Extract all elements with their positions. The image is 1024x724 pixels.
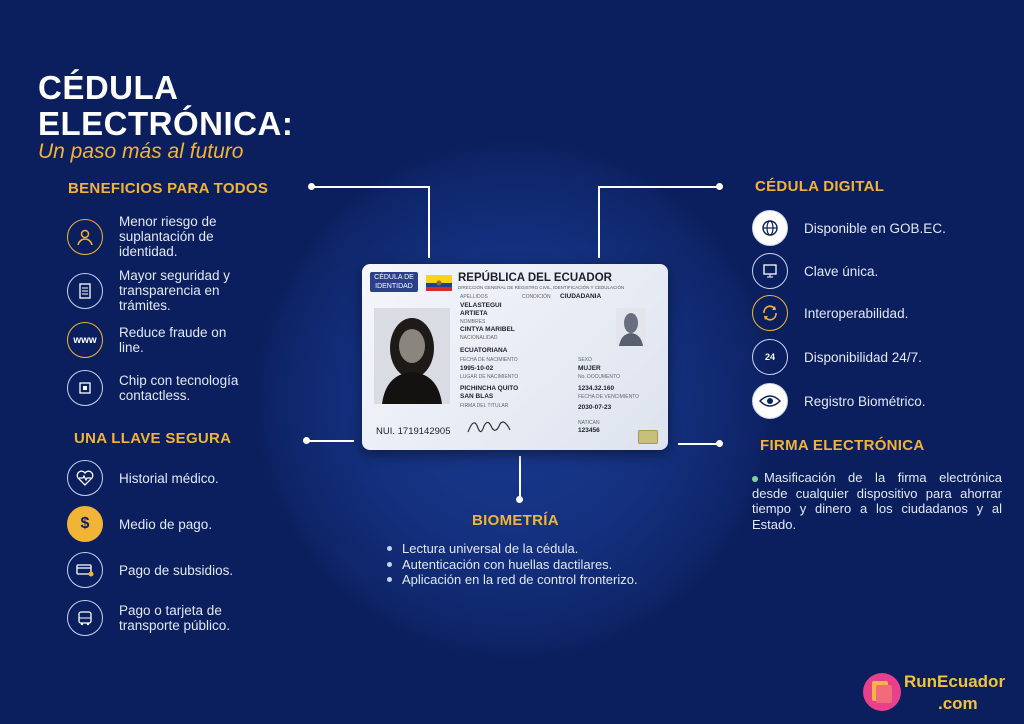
label-apellidos: APELLIDOS: [460, 294, 488, 300]
globe-www-icon: [752, 210, 788, 246]
signature-icon: [466, 414, 512, 438]
value-condicion: CIUDADANIA: [560, 293, 602, 300]
card-nui: NUI. 1719142905: [376, 426, 451, 437]
list-item: [67, 214, 249, 259]
list-item: [67, 600, 269, 636]
card-country: REPÚBLICA DEL ECUADOR: [458, 272, 612, 284]
list-item: [752, 295, 908, 331]
connector-line: [678, 443, 718, 445]
value-nacionalidad: ECUATORIANA: [460, 347, 508, 354]
connector-line: [598, 186, 600, 258]
list-item: [752, 383, 926, 419]
item-label: Interoperabilidad.: [804, 305, 909, 321]
value-vencimiento: 2030-07-23: [578, 404, 612, 411]
document-icon: [67, 273, 103, 309]
item-label: Menor riesgo de suplantación de identidad.: [119, 214, 217, 259]
value-fecha-nacimiento: 1995-10-02: [460, 365, 494, 372]
page-title-line2: ELECTRÓNICA:: [38, 105, 294, 142]
item-label: Historial médico.: [119, 470, 219, 486]
card-payment-icon: [67, 552, 103, 588]
bus-icon: [67, 600, 103, 636]
eye-icon: [752, 383, 788, 419]
connector-line: [306, 440, 354, 442]
value-lugar-2: SAN BLAS: [460, 393, 494, 400]
value-lugar-1: PICHINCHA QUITO: [460, 385, 519, 392]
label-lugar: LUGAR DE NACIMIENTO: [460, 374, 519, 380]
page-subtitle: Un paso más al futuro: [38, 140, 244, 163]
item-label: Pago de subsidios.: [119, 562, 234, 578]
chip-icon: [67, 370, 103, 406]
dollar-icon: $: [67, 506, 103, 542]
brand-logo-icon: [862, 672, 902, 712]
person-shield-icon: [67, 219, 103, 255]
card-badge: CÉDULA DE IDENTIDAD: [370, 272, 418, 292]
item-label: Registro Biométrico.: [804, 393, 926, 409]
section-title-biometria: BIOMETRÍA: [472, 512, 559, 529]
list-item: [67, 552, 233, 588]
monitor-key-icon: [752, 253, 788, 289]
label-fecha-nacimiento: FECHA DE NACIMIENTO: [460, 357, 518, 363]
clock-24-icon: 24: [752, 339, 788, 375]
item-label: Disponible en GOB.EC.: [804, 220, 946, 236]
item-label: Mayor seguridad y transparencia en trámites.: [119, 268, 231, 313]
list-item: Lectura universal de la cédula.: [384, 541, 638, 557]
list-item: [67, 268, 249, 313]
list-item: [752, 253, 878, 289]
label-nombres: NOMBRES: [460, 319, 486, 325]
connector-line: [598, 186, 718, 188]
section-title-llave: UNA LLAVE SEGURA: [74, 430, 232, 447]
connector-dot: [516, 496, 523, 503]
card-agency: DIRECCIÓN GENERAL DE REGISTRO CIVIL, IDENTIFICACIÓN Y CEDULACIÓN: [458, 285, 625, 290]
sync-icon: [752, 295, 788, 331]
biometria-list: [384, 541, 638, 588]
label-vencimiento: FECHA DE VENCIMIENTO: [578, 394, 640, 400]
heart-pulse-icon: [67, 460, 103, 496]
card-photo: [374, 308, 450, 404]
firma-text-block: [752, 470, 1002, 532]
item-label: Medio de pago.: [119, 516, 213, 532]
value-nombres: CINTYA MARIBEL: [460, 326, 515, 333]
card-mini-photo: [616, 308, 646, 346]
www-icon: www: [67, 322, 103, 358]
label-sexo: SEXO: [578, 357, 592, 363]
label-condicion: CONDICIÓN: [522, 294, 551, 300]
connector-line: [428, 186, 430, 258]
section-title-digital: CÉDULA DIGITAL: [755, 178, 885, 195]
ecuador-flag-icon: [426, 275, 452, 291]
id-card: [362, 264, 668, 450]
list-item: [752, 339, 922, 375]
connector-line: [312, 186, 430, 188]
chip-icon: [638, 430, 658, 444]
brand-logo: [862, 672, 1012, 716]
brand-domain: .com: [938, 694, 978, 713]
item-label: Pago o tarjeta de transporte público.: [119, 603, 231, 633]
item-label: Chip con tecnología contactless.: [119, 373, 239, 403]
value-apellido-2: ARTIETA: [460, 310, 488, 317]
label-nat: NATICAN: [578, 420, 600, 426]
page-title-line1: CÉDULA: [38, 69, 179, 106]
connector-line: [519, 456, 521, 498]
list-item: Autenticación con huellas dactilares.: [384, 557, 638, 573]
list-item: [752, 210, 946, 246]
item-label: Reduce fraude on line.: [119, 325, 227, 355]
list-item: [67, 460, 219, 496]
list-item: [67, 370, 259, 406]
bullet-dot: [752, 476, 758, 482]
value-nat: 123456: [578, 427, 600, 434]
item-label: Disponibilidad 24/7.: [804, 349, 922, 365]
item-label: Clave única.: [804, 263, 879, 279]
label-documento: No. DOCUMENTO: [578, 374, 620, 380]
label-firma: FIRMA DEL TITULAR: [460, 403, 509, 409]
value-apellido-1: VELASTEGUI: [460, 302, 502, 309]
section-title-beneficios: BENEFICIOS PARA TODOS: [68, 180, 269, 197]
value-documento: 1234.32.160: [578, 385, 615, 392]
value-sexo: MUJER: [578, 365, 601, 372]
list-item: [67, 506, 212, 542]
firma-text: Masificación de la firma electrónica desde cualquier dispositivo para ahorrar tiempo y dinero a los ciudadanos y al Estado.: [752, 470, 1002, 532]
brand-name: RunEcuador: [904, 672, 1006, 691]
label-nacionalidad: NACIONALIDAD: [460, 335, 498, 341]
list-item: Aplicación en la red de control fronterizo.: [384, 572, 638, 588]
list-item: [67, 322, 249, 358]
section-title-firma: FIRMA ELECTRÓNICA: [760, 437, 925, 454]
